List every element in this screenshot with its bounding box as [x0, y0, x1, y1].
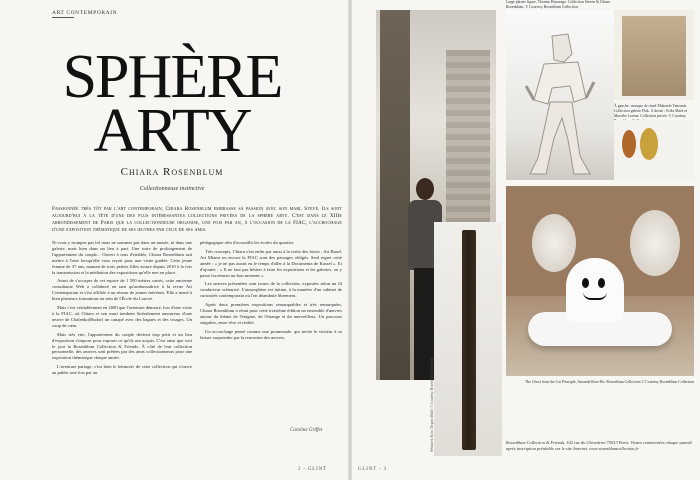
author-name: Chiara Rosenblum	[120, 166, 224, 178]
page-folio-right: GLINT - 3	[358, 467, 387, 472]
text-column-1	[52, 240, 192, 379]
caption-wall-work: À gauche : masque de rituel Makonde Tanzanie. Collection galerie Flak. À droite : Eriks Mark et Mareike Lorenz. Collection privée. © Courtesy	[614, 104, 688, 118]
page-folio-left: 2 - GLINT	[298, 467, 327, 472]
small-sculptures-photo	[614, 120, 694, 180]
paragraph: Après deux premières expositions remarquables et très remarquées, Chiara Rosenblum a réuni pour cette troisième édition un ensemble d'œuvres autour du thème de l'énigme, de l'étrange et du merveilleux. Un parcours singulier, entre rêve et réalité.	[200, 302, 342, 325]
photo-door	[380, 10, 410, 380]
article-lede: Passionnée très tôt par l'art contemporain, Chiara Rosenblum embrasse sa passion avec son mari, Steve. Ils sont aujourd'hui à la tête d'une des plus intéressantes collections privées de la sphère arty. C'est dans le XIIIe arrondissement de Paris que la collectionneuse organise, une fois par an, à l'occasion de la FIAC, l'accrochage d'une exposition thématique de ses œuvres par ceux de ses amis.	[52, 206, 342, 233]
sculpture-figure	[524, 28, 596, 178]
oval-mirror-left	[532, 214, 576, 272]
ghost-installation-photo	[506, 186, 694, 376]
paragraph: pédagogique afin d'accueillir les écoles du quartier.	[200, 240, 295, 245]
paragraph: Très concepts, Chiara s'est enfin par aussi à la visite des foires : Art Basel, Art Miami ou encore la FIAC sont des passages obligés. Seul regret cette année : « je ne pas aurait eu le temps d'aller à la Documenta de Kassel ». Et d'ajouter : « Il ne faut pas hésiter à faire les expositions et les galeries, on y passe forcément un bon moment ».	[200, 248, 342, 278]
ghost-eye-right	[598, 278, 605, 288]
rubric-rule	[52, 17, 74, 18]
paragraph: Ni vous y trompez pas lol nous ne sommes pas dans un musée, ni dans une galerie, mais bien dans un lieu à part. Une sorte de prolongement de l'appartement du couple... Ouvert à tous d'emblée, Chiara Rosenblum sait mettre à l'aise lorsqu'elle vous reçoit pour une visite guidée. Cette jeune femme de 37 ans, maman de trois petites filles assure depuis 2010 à la fois la transmission et la médiation des expositions qu'elle met en place.	[52, 240, 192, 275]
sculpture-egg-2	[640, 128, 658, 160]
caption-ghost: The Ghost from the Cat Principle, Amanda Ross-Ho. Rosenblum Collection © Courtesy Rosenblum Collection	[525, 380, 694, 384]
wall-artwork-photo	[614, 10, 694, 100]
caption-sculpture: Large plaster figure, Thomas Houseago. Collection Steven & Chiara Rosenblum. © Courtesy Rosenblum Collection	[506, 0, 611, 9]
ghost-eye-left	[582, 278, 589, 288]
article-subhead: Collectionneuse instinctive	[139, 186, 205, 192]
caption-totem: Sébastien Kyle, Dogon (Mali) © Courtesy Rosenblum Collection	[430, 358, 434, 452]
totem-pole	[462, 230, 476, 450]
section-rubric: ART CONTEMPORAIN	[52, 10, 118, 16]
wall-artwork	[622, 16, 686, 96]
article-title-line1: SPHÈRE	[62, 43, 282, 111]
text-column-2	[200, 240, 342, 344]
ghost-sculpture	[566, 258, 624, 322]
paragraph: L'aventure partage, c'est bien le leitmotiv de cette collection qui s'ouvre au public une fois par an.	[52, 364, 192, 376]
page-gutter	[348, 0, 352, 480]
photo-person-head	[416, 178, 434, 200]
paragraph: Mais c'est véritablement en 2000 que l'aventure démarre, lors d'une visite à la FIAC, où Chiara et son mari tombent littéralement amoureux d'une œuvre de Chalenko(Rudor) un canapé avec des bagues et des visages. Un coup de cœur.	[52, 305, 192, 328]
oval-mirror-right	[630, 210, 680, 276]
paragraph: Un accrochage pensé comme une promenade, qui invite le visiteur à se laisser surprendre par la rencontre des œuvres.	[200, 328, 342, 340]
sculpture-photo	[506, 10, 614, 180]
paragraph: Avant de s'occuper de cet espace de 1 500 mètres carrés, cette ancienne consultante Web a collaboré en tant qu'ambassadrice à la revue Art Contemporain et s'est affiliée à un réseau de jeunes mécènes. Elle a mené à bien plusieurs formations au sein de l'École du Louvre.	[52, 278, 192, 302]
author-signature: Caroline Griffet	[290, 428, 323, 433]
venue-info: Rosenblum Collection & Friends, 102 rue du Chevaleret 75013 Paris. Visites commentées chaque samedi après inscription préalable sur le site Internet. www.rosenblumcollection.fr	[506, 440, 692, 451]
paragraph: Les œuvres présentées sont issues de la collection, exposées selon un fil conducteur scénarisé. L'atmosphère est intime, à la manière d'un cabinet de curiosités contemporain où l'on déambule librement.	[200, 281, 342, 299]
totem-photo	[434, 222, 502, 456]
article-title-line2: ARTY	[93, 97, 251, 165]
sculpture-egg-1	[622, 130, 636, 158]
paragraph: Mais très vite, l'appartement du couple devient trop petit et un lieu d'exposition s'impose pour exposer ce qu'ils ont acquis. C'est ainsi que voit le jour la Rosenblum Collection & Friends. À côté de leur collection personnelle, des œuvres sont prêtées par des amis collectionneurs pour une exposition thématique chaque année.	[52, 331, 192, 361]
